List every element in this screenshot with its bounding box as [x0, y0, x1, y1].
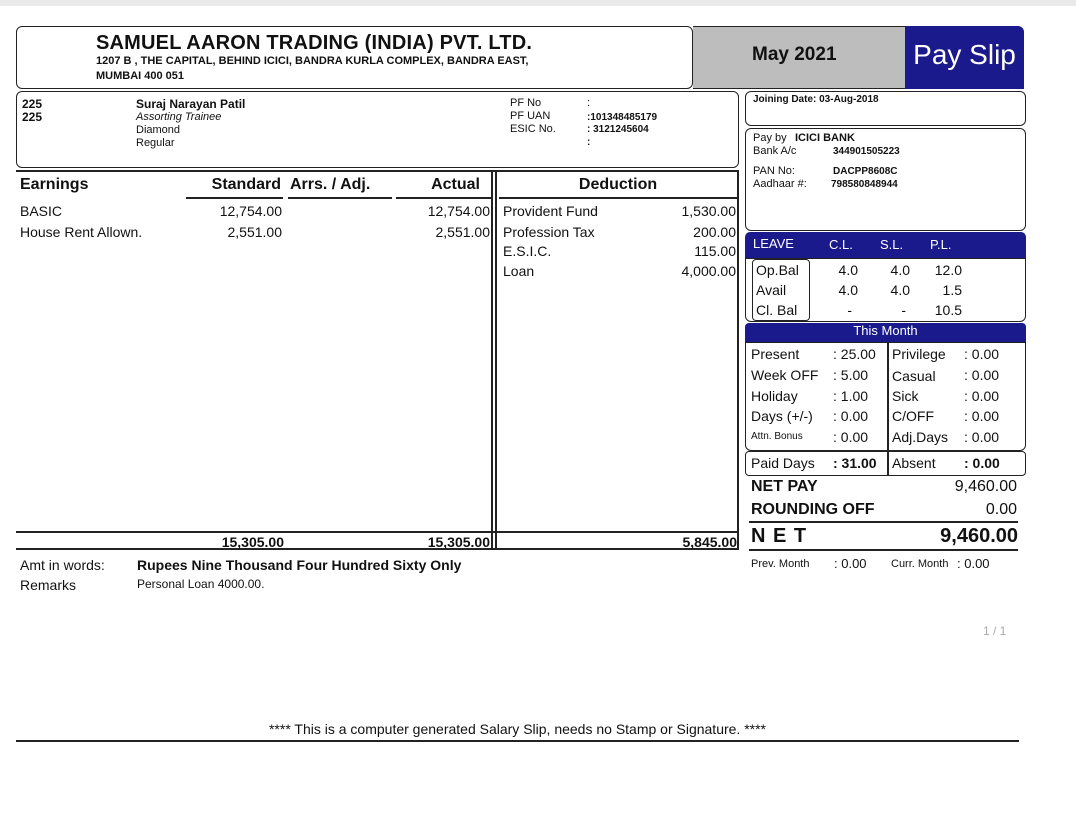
- leave-type-value: : 0.00: [964, 388, 1000, 404]
- earning-actual: 12,754.00: [427, 203, 490, 219]
- earning-actual: 2,551.00: [435, 224, 490, 240]
- attendance-label: Week OFF: [751, 367, 819, 383]
- paid-days-divider: [887, 452, 889, 475]
- leave-cl: 4.0: [838, 262, 858, 278]
- bank-account-label: Bank A/c: [753, 145, 797, 157]
- attendance-label: Present: [751, 346, 800, 362]
- net-pay-label: NET PAY: [751, 478, 818, 495]
- deduction-amount: 115.00: [694, 243, 736, 259]
- earning-name: House Rent Allown.: [20, 224, 143, 240]
- amt-words-label: Amt in words:: [20, 557, 105, 573]
- remarks-value: Personal Loan 4000.00.: [137, 577, 265, 591]
- net-divider: [749, 521, 1018, 523]
- leave-col-cl: C.L.: [829, 237, 853, 252]
- rounding-value: 0.00: [985, 501, 1017, 518]
- employee-name: Suraj Narayan Patil: [136, 97, 246, 111]
- attendance-label: Days (+/-): [751, 408, 813, 424]
- attendance-value: : 0.00: [833, 429, 869, 445]
- leave-type-label: Adj.Days: [892, 429, 949, 445]
- bank-account: 344901505223: [833, 146, 900, 157]
- aadhaar-label: Aadhaar #:: [753, 178, 807, 190]
- leave-type-label: Sick: [892, 388, 919, 404]
- employee-code-2: 225: [22, 110, 43, 124]
- absent-value: : 0.00: [964, 455, 1000, 471]
- prev-month-label: Prev. Month: [751, 558, 810, 570]
- leave-cl: -: [847, 302, 852, 318]
- this-month-header: This Month: [745, 323, 1026, 342]
- attendance-label: Holiday: [751, 388, 798, 404]
- deduction-amount: 4,000.00: [681, 263, 736, 279]
- esic-value: : 3121245604: [587, 124, 649, 135]
- leave-type-label: Casual: [892, 368, 936, 384]
- leave-row-label: Op.Bal: [756, 262, 799, 278]
- leave-pl: 12.0: [934, 262, 962, 278]
- leave-type-value: : 0.00: [964, 367, 1000, 383]
- deduction-name: Provident Fund: [503, 203, 598, 219]
- leave-pl: 1.5: [942, 282, 962, 298]
- leave-type-value: : 0.00: [964, 408, 1000, 424]
- net-underline: [749, 549, 1018, 551]
- doc-title: Pay Slip: [905, 26, 1024, 89]
- curr-month-value: : 0.00: [957, 556, 990, 571]
- actual-header: Actual: [431, 176, 480, 193]
- leave-type-value: : 0.00: [964, 346, 1000, 362]
- leave-sl: -: [901, 302, 906, 318]
- attendance-value: : 1.00: [833, 388, 869, 404]
- attendance-value: : 25.00: [833, 346, 876, 362]
- aadhaar-value: 798580848944: [831, 179, 898, 190]
- leave-sl: 4.0: [890, 282, 910, 298]
- pay-by-bank: ICICI BANK: [795, 132, 855, 144]
- company-name: SAMUEL AARON TRADING (INDIA) PVT. LTD.: [96, 32, 533, 54]
- total-actual: 15,305.00: [427, 534, 490, 550]
- pf-uan-value: :101348485179: [587, 112, 658, 123]
- footer-note: **** This is a computer generated Salary Slip, needs no Stamp or Signature. ****: [268, 721, 767, 737]
- deduction-name: Profession Tax: [503, 224, 595, 240]
- deduction-amount: 200.00: [693, 224, 736, 240]
- deduction-name: Loan: [503, 263, 535, 279]
- amt-words-value: Rupees Nine Thousand Four Hundred Sixty Only: [137, 557, 462, 573]
- leave-title: LEAVE: [753, 236, 794, 251]
- attendance-value: : 0.00: [833, 408, 869, 424]
- leave-col-sl: S.L.: [880, 237, 904, 252]
- pan-value: DACPP8608C: [833, 166, 898, 177]
- pf-no-value: :: [587, 97, 591, 109]
- leave-pl: 10.5: [934, 302, 962, 318]
- leave-type-label: Privilege: [892, 346, 946, 362]
- earnings-header: Earnings: [20, 176, 89, 193]
- joining-date: Joining Date: 03-Aug-2018: [753, 94, 879, 105]
- leave-cl: 4.0: [838, 282, 858, 298]
- total-deduction: 5,845.00: [682, 534, 737, 550]
- earning-standard: 2,551.00: [227, 224, 282, 240]
- remarks-label: Remarks: [20, 577, 77, 593]
- earning-name: BASIC: [20, 203, 63, 219]
- prev-month-value: : 0.00: [834, 556, 867, 571]
- paid-days-value: : 31.00: [833, 455, 877, 471]
- pay-by-label: Pay by: [753, 132, 787, 144]
- esic-label: ESIC No.: [510, 123, 556, 135]
- deduction-name: E.S.I.C.: [503, 243, 552, 259]
- leave-col-pl: P.L.: [930, 237, 952, 252]
- pf-uan-label: PF UAN: [510, 110, 551, 122]
- net-value: 9,460.00: [940, 525, 1018, 547]
- page-indicator: 1 / 1: [983, 624, 1007, 638]
- rounding-label: ROUNDING OFF: [751, 501, 875, 518]
- total-standard: 15,305.00: [221, 534, 284, 550]
- leave-row-label: Avail: [756, 282, 787, 298]
- leave-type-label: C/OFF: [892, 408, 934, 424]
- pay-period: May 2021: [752, 44, 837, 65]
- leave-row-label: Cl. Bal: [756, 302, 798, 318]
- extra-value: :: [587, 137, 591, 148]
- company-address-line1: 1207 B , THE CAPITAL, BEHIND ICICI, BANDRA KURLA COMPLEX, BANDRA EAST,: [96, 55, 529, 67]
- company-address-line2: MUMBAI 400 051: [96, 70, 185, 82]
- employee-department: Diamond: [136, 124, 181, 136]
- absent-label: Absent: [892, 455, 936, 471]
- top-strip: [0, 0, 1076, 6]
- attendance-divider: [887, 343, 889, 450]
- net-label: N E T: [751, 525, 808, 547]
- arrears-header: Arrs. / Adj.: [290, 176, 371, 193]
- deduction-header: Deduction: [578, 176, 658, 193]
- pan-label: PAN No:: [753, 165, 795, 177]
- leave-type-value: : 0.00: [964, 429, 1000, 445]
- paid-days-label: Paid Days: [751, 455, 815, 471]
- deduction-amount: 1,530.00: [681, 203, 736, 219]
- employee-code: 225: [22, 97, 43, 111]
- standard-header: Standard: [211, 176, 281, 193]
- earning-standard: 12,754.00: [219, 203, 282, 219]
- attendance-value: : 5.00: [833, 367, 869, 383]
- curr-month-label: Curr. Month: [891, 558, 949, 570]
- employee-designation: Assorting Trainee: [136, 111, 222, 123]
- footer-line: [16, 740, 1019, 742]
- pf-no-label: PF No: [510, 97, 542, 109]
- employee-category: Regular: [136, 137, 175, 149]
- attendance-label: Attn. Bonus: [751, 431, 803, 442]
- net-pay-value: 9,460.00: [954, 478, 1017, 495]
- leave-sl: 4.0: [890, 262, 910, 278]
